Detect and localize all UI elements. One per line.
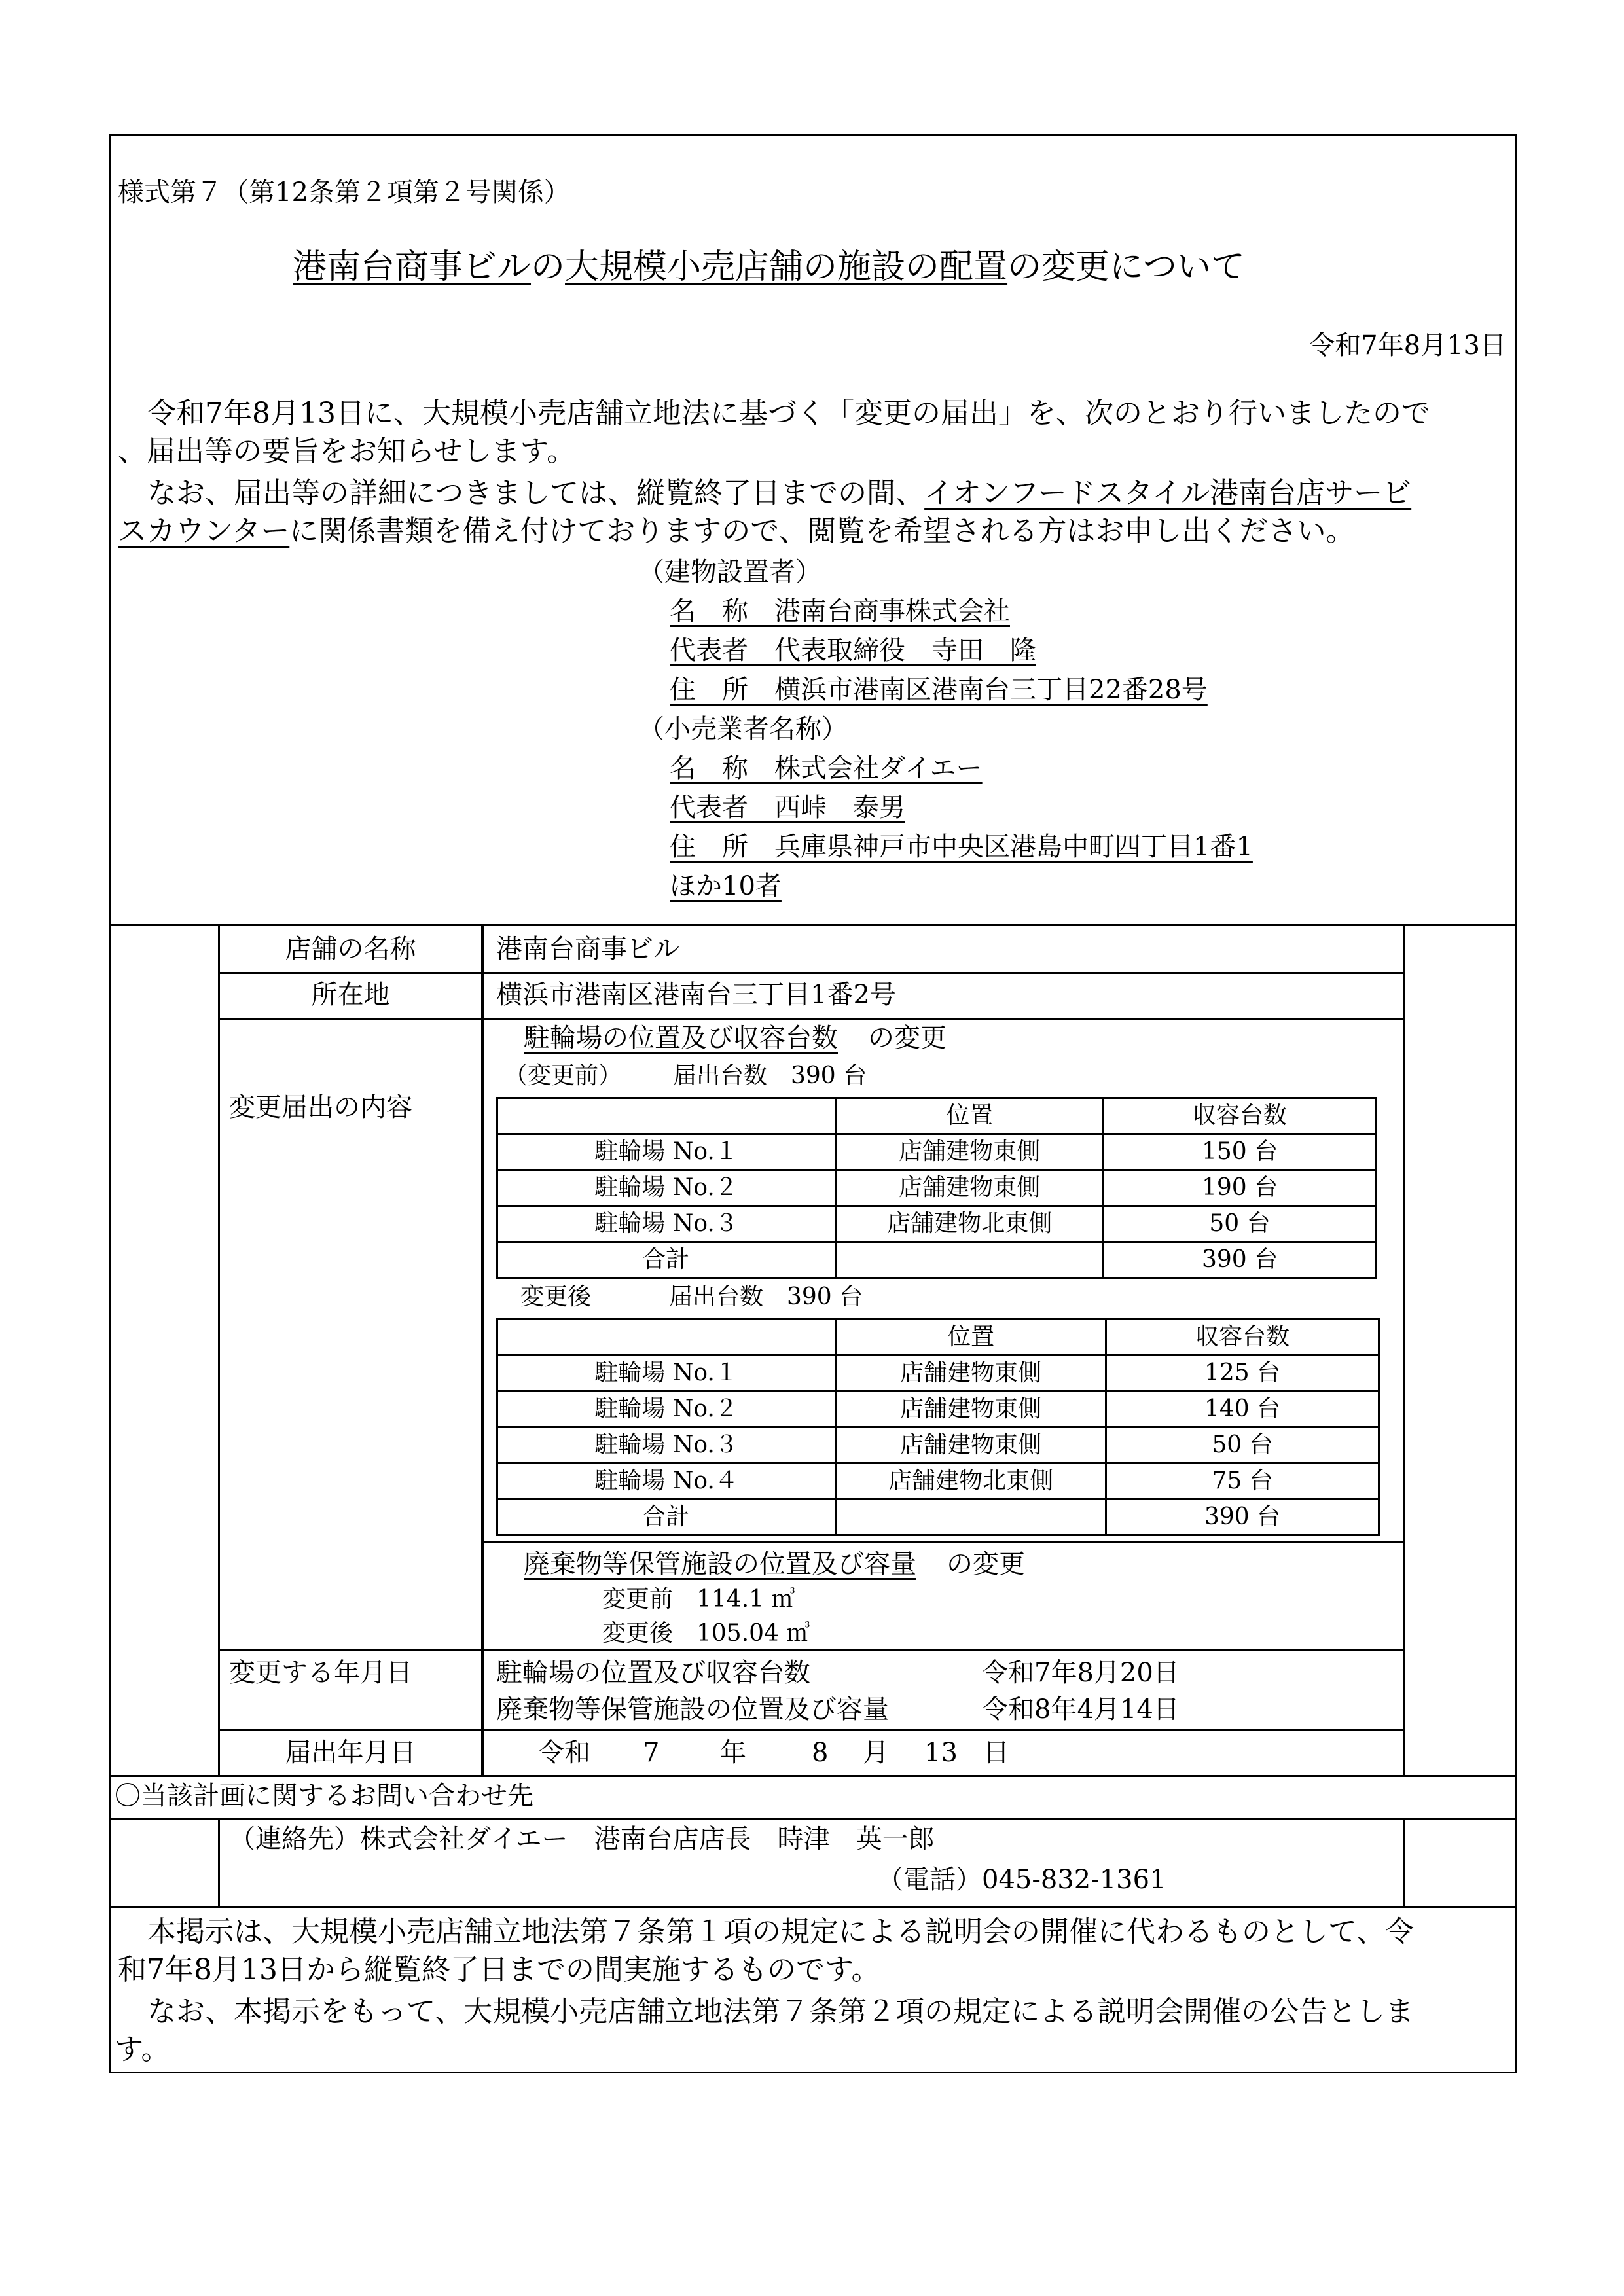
contact-heading: 〇当該計画に関するお問い合わせ先 [115, 1781, 533, 1811]
cell-capacity: 50 台 [1104, 1206, 1377, 1242]
filing-year-unit: 年 [720, 1738, 746, 1768]
frame-bottom [109, 2072, 1517, 2073]
filing-month-unit: 月 [863, 1738, 889, 1768]
cell-name: 駐輪場 No.４ [497, 1463, 836, 1499]
header-capacity: 収容台数 [1104, 1098, 1377, 1134]
header-position: 位置 [836, 1319, 1106, 1355]
change-date1: 令和7年8月20日 [982, 1658, 1180, 1688]
store-name-value: 港南台商事ビル [496, 934, 679, 964]
divider-row2 [218, 1018, 1405, 1020]
header-capacity: 収容台数 [1106, 1319, 1379, 1355]
waste-heading-suffix: の変更 [947, 1549, 1025, 1579]
parking-heading-suffix: の変更 [868, 1023, 947, 1053]
cell-position: 店舗建物北東側 [836, 1463, 1106, 1499]
divider-contact [109, 1818, 1517, 1820]
retailer-name: 名 称 株式会社ダイエー [670, 753, 983, 783]
title-category: 大規模小売店舗の施設の配置 [565, 247, 1008, 287]
vline-left-inner [218, 924, 220, 1775]
title-building-name: 港南台商事ビル [293, 247, 532, 287]
title-part1: の [531, 247, 566, 287]
footer-line1: 本掲示は、大規模小売店舗立地法第７条第１項の規定による説明会の開催に代わるものとして、令 [147, 1915, 1415, 1948]
parking-before-count: 届出台数 390 台 [673, 1062, 867, 1089]
table-row [497, 1206, 1377, 1242]
retailer-representative: 代表者 西峠 泰男 [670, 793, 905, 823]
frame-top [109, 134, 1517, 136]
cell-position: 店舗建物東側 [836, 1355, 1106, 1391]
change-item1: 駐輪場の位置及び収容台数 [496, 1658, 810, 1688]
divider-header [109, 924, 1517, 926]
header-position: 位置 [836, 1098, 1104, 1134]
title-part2: の変更について [1007, 247, 1246, 287]
footer-line4: す。 [115, 2033, 170, 2066]
filing-date-label: 届出年月日 [285, 1738, 416, 1768]
owner-representative: 代表者 代表取締役 寺田 隆 [670, 636, 1036, 666]
intro-line2: 、届出等の要旨をお知らせします。 [118, 435, 576, 468]
cell-capacity: 390 台 [1104, 1242, 1377, 1278]
waste-before: 変更前 114.1 ㎥ [602, 1586, 795, 1613]
owner-name: 名 称 港南台商事株式会社 [670, 596, 1010, 626]
cell-position: 店舗建物東側 [836, 1427, 1106, 1463]
page-title [252, 245, 1245, 289]
vline-contact-left [218, 1818, 220, 1906]
cell-capacity: 75 台 [1106, 1463, 1379, 1499]
cell-name: 合計 [497, 1499, 836, 1535]
cell-name: 駐輪場 No.３ [497, 1427, 836, 1463]
change-content-label: 変更届出の内容 [229, 1092, 412, 1122]
waste-after: 変更後 105.04 ㎥ [602, 1620, 810, 1647]
retailer-others: ほか10者 [670, 871, 782, 901]
cell-name: 駐輪場 No.２ [497, 1391, 836, 1427]
parking-before-label: （変更前） [504, 1062, 623, 1089]
table-header-row [497, 1098, 1377, 1134]
filing-year: 7 [643, 1738, 660, 1768]
cell-capacity: 125 台 [1106, 1355, 1379, 1391]
store-location-value: 横浜市港南区港南台三丁目1番2号 [496, 980, 896, 1010]
footer-line3: なお、本掲示をもって、大規模小売店舗立地法第７条第２項の規定による説明会開催の公告としま [147, 1995, 1415, 2028]
intro-line4 [118, 513, 1354, 550]
cell-capacity: 190 台 [1104, 1170, 1377, 1206]
filing-day-unit: 日 [983, 1738, 1009, 1768]
cell-capacity: 50 台 [1106, 1427, 1379, 1463]
header-cell-blank [497, 1098, 836, 1134]
cell-name: 駐輪場 No.２ [497, 1170, 836, 1206]
filing-month: 8 [812, 1738, 829, 1768]
cell-capacity: 390 台 [1106, 1499, 1379, 1535]
cell-position [836, 1242, 1104, 1278]
change-dates-label: 変更する年月日 [229, 1658, 412, 1688]
waste-heading [497, 1547, 1025, 1581]
retailer-address: 住 所 兵庫県神戸市中央区港島中町四丁目1番1 [670, 832, 1253, 862]
waste-heading-text: 廃棄物等保管施設の位置及び容量 [524, 1549, 916, 1579]
parking-heading [497, 1021, 947, 1055]
parking-after-label: 変更後 [520, 1283, 592, 1310]
filing-era: 令和 [538, 1738, 590, 1768]
header-cell-blank [497, 1319, 836, 1355]
divider-footer [109, 1906, 1517, 1908]
contact-line1: （連絡先）株式会社ダイエー 港南台店店長 時津 英一郎 [229, 1824, 935, 1854]
table-row [497, 1427, 1379, 1463]
table-row [497, 1391, 1379, 1427]
store-location-label: 所在地 [311, 980, 390, 1010]
table-row [497, 1134, 1377, 1170]
parking-before-table [496, 1097, 1377, 1279]
change-item2: 廃棄物等保管施設の位置及び容量 [496, 1695, 889, 1725]
intro-line3b-store: イオンフードスタイル港南台店サービ [924, 476, 1412, 510]
table-row [497, 1355, 1379, 1391]
divider-row3 [218, 1649, 1405, 1651]
owner-address: 住 所 横浜市港南区港南台三丁目22番28号 [670, 675, 1208, 705]
cell-position: 店舗建物北東側 [836, 1206, 1104, 1242]
cell-position: 店舗建物東側 [836, 1134, 1104, 1170]
divider-waste [483, 1541, 1403, 1543]
form-label: 様式第７（第12条第２項第２号関係） [118, 177, 570, 207]
cell-name: 駐輪場 No.１ [497, 1355, 836, 1391]
store-name-label: 店舗の名称 [285, 934, 416, 964]
owner-heading: （建物設置者） [638, 557, 821, 587]
cell-capacity: 140 台 [1106, 1391, 1379, 1427]
cell-name: 駐輪場 No.１ [497, 1134, 836, 1170]
cell-position: 店舗建物東側 [836, 1170, 1104, 1206]
table-row-total [497, 1499, 1379, 1535]
table-row [497, 1463, 1379, 1499]
contact-phone: （電話）045-832-1361 [877, 1865, 1166, 1895]
table-header-row [497, 1319, 1379, 1355]
cell-position: 店舗建物東側 [836, 1391, 1106, 1427]
change-date2: 令和8年4月14日 [982, 1695, 1180, 1725]
vline-right-inner [1403, 924, 1405, 1775]
intro-line3a: なお、届出等の詳細につきましては、縦覧終了日までの間、 [147, 476, 925, 510]
cell-capacity: 150 台 [1104, 1134, 1377, 1170]
frame-right [1515, 134, 1517, 2073]
notice-date: 令和7年8月13日 [1308, 331, 1506, 361]
cell-name: 駐輪場 No.３ [497, 1206, 836, 1242]
intro-line3 [147, 475, 1411, 512]
vline-label-col [481, 924, 484, 1775]
parking-heading-text: 駐輪場の位置及び収容台数 [524, 1023, 838, 1053]
intro-line4a-store: スカウンター [118, 514, 290, 548]
table-row-total [497, 1242, 1377, 1278]
table-row [497, 1170, 1377, 1206]
filing-day: 13 [924, 1738, 958, 1768]
divider-row4 [218, 1729, 1405, 1731]
cell-position [836, 1499, 1106, 1535]
footer-line2: 和7年8月13日から縦覧終了日までの間実施するものです。 [118, 1953, 880, 1986]
retailer-heading: （小売業者名称） [638, 714, 848, 744]
parking-after-table [496, 1318, 1380, 1536]
cell-name: 合計 [497, 1242, 836, 1278]
vline-contact-right [1403, 1818, 1405, 1906]
intro-line4b: に関係書類を備え付けておりますので、閲覧を希望される方はお申し出ください。 [289, 514, 1355, 548]
parking-after-count: 届出台数 390 台 [669, 1283, 863, 1310]
divider-row1 [218, 972, 1405, 974]
intro-line1: 令和7年8月13日に、大規模小売店舗立地法に基づく「変更の届出」を、次のとおり行いましたので [147, 397, 1430, 430]
frame-left [109, 134, 111, 2073]
divider-row5 [109, 1775, 1517, 1777]
